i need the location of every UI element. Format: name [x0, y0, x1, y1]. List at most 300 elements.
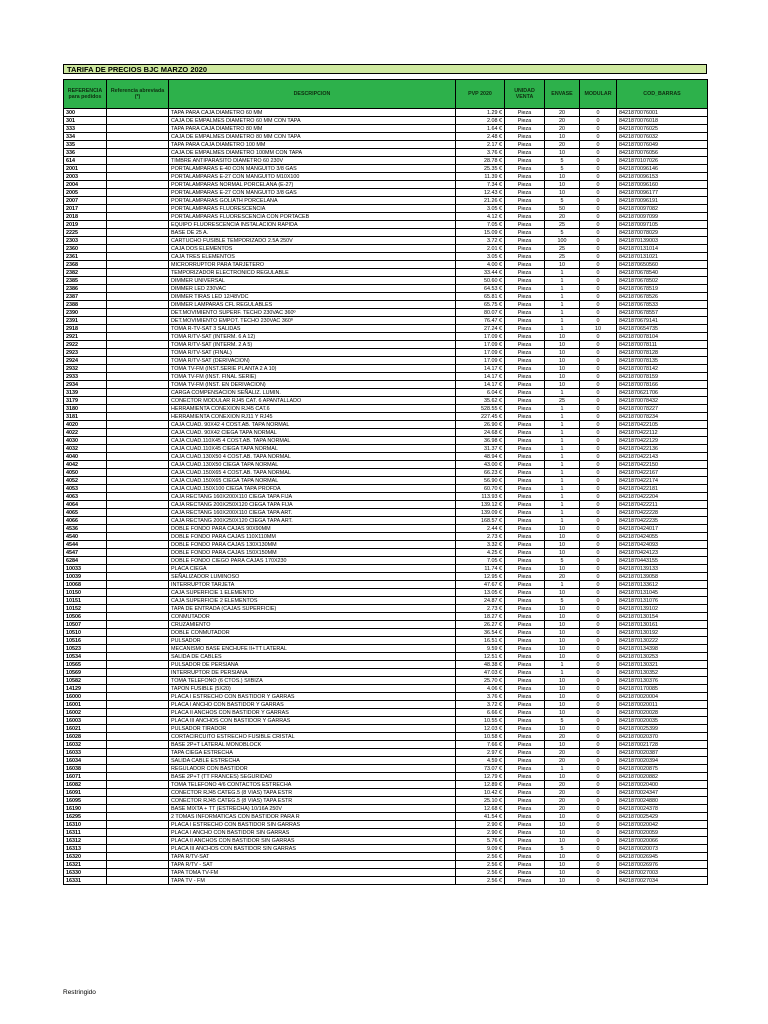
- cell-modular: 0: [580, 821, 617, 829]
- cell-ref-abreviada: [107, 309, 169, 317]
- cell-referencia: 16091: [64, 789, 107, 797]
- cell-modular: 0: [580, 661, 617, 669]
- cell-referencia: 10510: [64, 629, 107, 637]
- cell-pvp: 10.55 €: [456, 717, 505, 725]
- cell-descripcion: CAJA TRES ELEMENTOS: [169, 253, 456, 261]
- cell-pvp: 10.42 €: [456, 789, 505, 797]
- cell-referencia: 2924: [64, 357, 107, 365]
- cell-pvp: 3.05 €: [456, 253, 505, 261]
- cell-envase: 10: [545, 541, 580, 549]
- cell-cod-barras: 8421870130321: [617, 661, 708, 669]
- cell-descripcion: SEÑALIZADOR LUMINOSO: [169, 573, 456, 581]
- cell-descripcion: CAJA CUAD.130X50 4 COST.AB. TAPA NORMAL: [169, 453, 456, 461]
- cell-unidad: Pieza: [505, 549, 545, 557]
- cell-envase: 1: [545, 669, 580, 677]
- cell-referencia: 4030: [64, 437, 107, 445]
- cell-cod-barras: 8421870076025: [617, 125, 708, 133]
- cell-cod-barras: 8421870422129: [617, 437, 708, 445]
- cell-pvp: 47.03 €: [456, 669, 505, 677]
- cell-pvp: 11.74 €: [456, 565, 505, 573]
- cell-envase: 10: [545, 605, 580, 613]
- cell-unidad: Pieza: [505, 197, 545, 205]
- cell-pvp: 33.44 €: [456, 269, 505, 277]
- cell-unidad: Pieza: [505, 405, 545, 413]
- cell-pvp: 113.93 €: [456, 493, 505, 501]
- table-row: [64, 125, 708, 133]
- cell-cod-barras: 8421870130253: [617, 653, 708, 661]
- cell-referencia: 4040: [64, 453, 107, 461]
- cell-ref-abreviada: [107, 493, 169, 501]
- cell-modular: 0: [580, 597, 617, 605]
- cell-unidad: Pieza: [505, 181, 545, 189]
- cell-referencia: 16320: [64, 853, 107, 861]
- cell-pvp: 227.45 €: [456, 413, 505, 421]
- cell-envase: 10: [545, 821, 580, 829]
- cell-pvp: 25.70 €: [456, 677, 505, 685]
- cell-referencia: 10150: [64, 589, 107, 597]
- table-row: [64, 461, 708, 469]
- cell-pvp: 1.64 €: [456, 125, 505, 133]
- cell-modular: 0: [580, 461, 617, 469]
- cell-envase: 10: [545, 333, 580, 341]
- cell-unidad: Pieza: [505, 765, 545, 773]
- cell-referencia: 16311: [64, 829, 107, 837]
- cell-unidad: Pieza: [505, 509, 545, 517]
- cell-ref-abreviada: [107, 877, 169, 885]
- cell-referencia: 16321: [64, 861, 107, 869]
- cell-ref-abreviada: [107, 573, 169, 581]
- cell-ref-abreviada: [107, 677, 169, 685]
- cell-referencia: 10507: [64, 621, 107, 629]
- cell-envase: 50: [545, 205, 580, 213]
- cell-modular: 0: [580, 373, 617, 381]
- table-row: [64, 749, 708, 757]
- cell-unidad: Pieza: [505, 733, 545, 741]
- table-row: [64, 813, 708, 821]
- cell-envase: 1: [545, 413, 580, 421]
- cell-referencia: 4544: [64, 541, 107, 549]
- cell-unidad: Pieza: [505, 445, 545, 453]
- cell-descripcion: TAPON FUSIBLE (5X20): [169, 685, 456, 693]
- cell-envase: 1: [545, 485, 580, 493]
- cell-envase: 10: [545, 181, 580, 189]
- cell-pvp: 35.62 €: [456, 397, 505, 405]
- cell-modular: 0: [580, 829, 617, 837]
- cell-ref-abreviada: [107, 741, 169, 749]
- cell-pvp: 2.56 €: [456, 853, 505, 861]
- cell-referencia: 2001: [64, 165, 107, 173]
- cell-ref-abreviada: [107, 605, 169, 613]
- header-envase: ENVASE: [545, 80, 580, 109]
- cell-ref-abreviada: [107, 173, 169, 181]
- cell-envase: 10: [545, 173, 580, 181]
- cell-pvp: 18.27 €: [456, 613, 505, 621]
- cell-ref-abreviada: [107, 821, 169, 829]
- cell-pvp: 26.27 €: [456, 621, 505, 629]
- cell-ref-abreviada: [107, 365, 169, 373]
- cell-unidad: Pieza: [505, 349, 545, 357]
- cell-modular: 0: [580, 445, 617, 453]
- cell-pvp: 64.53 €: [456, 285, 505, 293]
- cell-ref-abreviada: [107, 349, 169, 357]
- cell-unidad: Pieza: [505, 565, 545, 573]
- cell-descripcion: CARTUCHO FUSIBLE TEMPORIZADO 2.5A 250V: [169, 237, 456, 245]
- cell-pvp: 7.34 €: [456, 181, 505, 189]
- cell-cod-barras: 8421870026976: [617, 861, 708, 869]
- cell-envase: 10: [545, 741, 580, 749]
- cell-pvp: 50.60 €: [456, 277, 505, 285]
- cell-ref-abreviada: [107, 141, 169, 149]
- cell-modular: 0: [580, 149, 617, 157]
- cell-envase: 10: [545, 613, 580, 621]
- cell-referencia: 2017: [64, 205, 107, 213]
- cell-modular: 0: [580, 773, 617, 781]
- cell-referencia: 16313: [64, 845, 107, 853]
- cell-envase: 10: [545, 629, 580, 637]
- cell-ref-abreviada: [107, 773, 169, 781]
- cell-modular: 0: [580, 533, 617, 541]
- cell-unidad: Pieza: [505, 877, 545, 885]
- cell-envase: 20: [545, 805, 580, 813]
- cell-referencia: 10068: [64, 581, 107, 589]
- cell-envase: 10: [545, 637, 580, 645]
- cell-cod-barras: 8421870076018: [617, 117, 708, 125]
- cell-cod-barras: 8421870020387: [617, 749, 708, 757]
- table-row: [64, 157, 708, 165]
- cell-descripcion: PLACA III ANCHOS CON BASTIDOR Y GARRAS: [169, 717, 456, 725]
- cell-referencia: 3181: [64, 413, 107, 421]
- cell-envase: 5: [545, 229, 580, 237]
- cell-descripcion: PLACA II ANCHOS CON BASTIDOR SIN GARRAS: [169, 837, 456, 845]
- cell-referencia: 10151: [64, 597, 107, 605]
- cell-unidad: Pieza: [505, 645, 545, 653]
- cell-cod-barras: 8421870020011: [617, 701, 708, 709]
- table-row: [64, 477, 708, 485]
- cell-descripcion: DOBLE FONDO PARA CAJAS 90X90MM: [169, 525, 456, 533]
- cell-referencia: 16082: [64, 781, 107, 789]
- cell-unidad: Pieza: [505, 493, 545, 501]
- cell-unidad: Pieza: [505, 581, 545, 589]
- cell-cod-barras: 8421870139058: [617, 573, 708, 581]
- cell-envase: 1: [545, 437, 580, 445]
- cell-unidad: Pieza: [505, 205, 545, 213]
- table-row: [64, 605, 708, 613]
- cell-envase: 1: [545, 765, 580, 773]
- cell-descripcion: PLACA I ESTRECHO CON BASTIDOR SIN GARRAS: [169, 821, 456, 829]
- cell-referencia: 2933: [64, 373, 107, 381]
- cell-cod-barras: 8421870096146: [617, 165, 708, 173]
- table-row: [64, 453, 708, 461]
- cell-ref-abreviada: [107, 133, 169, 141]
- cell-unidad: Pieza: [505, 717, 545, 725]
- cell-envase: 1: [545, 389, 580, 397]
- cell-cod-barras: 8421870422181: [617, 485, 708, 493]
- table-row: [64, 309, 708, 317]
- table-row: [64, 501, 708, 509]
- cell-referencia: 16331: [64, 877, 107, 885]
- cell-referencia: 10033: [64, 565, 107, 573]
- cell-modular: 0: [580, 437, 617, 445]
- cell-descripcion: TOMA TV-FM (INST. EN DERIVACION): [169, 381, 456, 389]
- cell-referencia: 16310: [64, 821, 107, 829]
- table-row: [64, 301, 708, 309]
- cell-ref-abreviada: [107, 269, 169, 277]
- cell-envase: 1: [545, 269, 580, 277]
- cell-pvp: 21.26 €: [456, 197, 505, 205]
- cell-cod-barras: 8421870424123: [617, 549, 708, 557]
- cell-modular: 0: [580, 749, 617, 757]
- cell-referencia: 300: [64, 109, 107, 117]
- cell-descripcion: BASE 2P+T (TT FRANCES) SEGURIDAD: [169, 773, 456, 781]
- cell-unidad: Pieza: [505, 189, 545, 197]
- cell-envase: 20: [545, 141, 580, 149]
- cell-cod-barras: 8421870026945: [617, 853, 708, 861]
- cell-unidad: Pieza: [505, 397, 545, 405]
- table-row: [64, 437, 708, 445]
- table-row: [64, 133, 708, 141]
- cell-pvp: 17.09 €: [456, 357, 505, 365]
- cell-referencia: 16000: [64, 693, 107, 701]
- cell-descripcion: CAJA CUAD.150X65 4 COST.AB. TAPA NORMAL: [169, 469, 456, 477]
- cell-descripcion: TAPA R/TV-SAT: [169, 853, 456, 861]
- cell-envase: 10: [545, 533, 580, 541]
- cell-referencia: 2390: [64, 309, 107, 317]
- cell-ref-abreviada: [107, 221, 169, 229]
- cell-envase: 10: [545, 861, 580, 869]
- cell-cod-barras: 8421870422136: [617, 445, 708, 453]
- cell-envase: 5: [545, 557, 580, 565]
- cell-cod-barras: 8421870678502: [617, 277, 708, 285]
- cell-referencia: 6284: [64, 557, 107, 565]
- cell-pvp: 36.54 €: [456, 629, 505, 637]
- cell-cod-barras: 8421870654735: [617, 325, 708, 333]
- table-row: [64, 221, 708, 229]
- cell-cod-barras: 8421870076056: [617, 149, 708, 157]
- cell-ref-abreviada: [107, 517, 169, 525]
- cell-referencia: 2005: [64, 189, 107, 197]
- cell-referencia: 2385: [64, 277, 107, 285]
- cell-ref-abreviada: [107, 341, 169, 349]
- cell-unidad: Pieza: [505, 837, 545, 845]
- cell-ref-abreviada: [107, 381, 169, 389]
- cell-descripcion: DET.MOVIMIENTO EMPOT. TECHO 230VAC 360º: [169, 317, 456, 325]
- cell-unidad: Pieza: [505, 605, 545, 613]
- cell-unidad: Pieza: [505, 869, 545, 877]
- cell-unidad: Pieza: [505, 781, 545, 789]
- cell-envase: 1: [545, 477, 580, 485]
- cell-envase: 20: [545, 117, 580, 125]
- cell-ref-abreviada: [107, 733, 169, 741]
- cell-unidad: Pieza: [505, 285, 545, 293]
- cell-ref-abreviada: [107, 613, 169, 621]
- cell-pvp: 9.59 €: [456, 645, 505, 653]
- table-row: [64, 669, 708, 677]
- cell-modular: 0: [580, 621, 617, 629]
- cell-referencia: 16032: [64, 741, 107, 749]
- cell-referencia: 10523: [64, 645, 107, 653]
- table-row: [64, 509, 708, 517]
- cell-ref-abreviada: [107, 293, 169, 301]
- cell-pvp: 11.39 €: [456, 173, 505, 181]
- cell-modular: 0: [580, 853, 617, 861]
- cell-modular: 0: [580, 685, 617, 693]
- cell-modular: 0: [580, 349, 617, 357]
- cell-cod-barras: 8421870424055: [617, 533, 708, 541]
- cell-envase: 10: [545, 349, 580, 357]
- cell-ref-abreviada: [107, 469, 169, 477]
- cell-descripcion: CAJA CUAD.150X100 CIEGA TAPA PROFDA: [169, 485, 456, 493]
- cell-pvp: 16.51 €: [456, 637, 505, 645]
- cell-modular: 0: [580, 469, 617, 477]
- cell-descripcion: CAJA SUPERFICIE 1 ELEMENTO: [169, 589, 456, 597]
- table-header: [64, 80, 708, 109]
- cell-envase: 1: [545, 509, 580, 517]
- cell-ref-abreviada: [107, 205, 169, 213]
- cell-envase: 20: [545, 789, 580, 797]
- cell-modular: 0: [580, 205, 617, 213]
- cell-ref-abreviada: [107, 477, 169, 485]
- cell-cod-barras: 8421870621706: [617, 389, 708, 397]
- cell-pvp: 47.67 €: [456, 581, 505, 589]
- cell-modular: 0: [580, 765, 617, 773]
- cell-unidad: Pieza: [505, 165, 545, 173]
- cell-envase: 10: [545, 725, 580, 733]
- table-row: [64, 701, 708, 709]
- table-row: [64, 493, 708, 501]
- cell-ref-abreviada: [107, 837, 169, 845]
- cell-unidad: Pieza: [505, 237, 545, 245]
- header-referencia: REFERENCIA para pedidos: [64, 80, 107, 109]
- cell-cod-barras: 8421870025399: [617, 725, 708, 733]
- cell-descripcion: DOBLE FONDO CIEGO PARA CAJAS 170X230: [169, 557, 456, 565]
- cell-descripcion: PORTALAMPARAS GOLIATH PORCELANA: [169, 197, 456, 205]
- cell-ref-abreviada: [107, 757, 169, 765]
- cell-envase: 10: [545, 677, 580, 685]
- cell-modular: 0: [580, 837, 617, 845]
- cell-cod-barras: 8421870130161: [617, 621, 708, 629]
- cell-pvp: 7.05 €: [456, 221, 505, 229]
- table-row: [64, 141, 708, 149]
- cell-descripcion: DIMMER LAMPARAS CFL REGULABLES: [169, 301, 456, 309]
- cell-ref-abreviada: [107, 589, 169, 597]
- cell-referencia: 301: [64, 117, 107, 125]
- cell-referencia: 10534: [64, 653, 107, 661]
- cell-ref-abreviada: [107, 501, 169, 509]
- table-row: [64, 237, 708, 245]
- cell-pvp: 12.95 €: [456, 573, 505, 581]
- cell-pvp: 14.17 €: [456, 365, 505, 373]
- cell-referencia: 2388: [64, 301, 107, 309]
- cell-modular: 0: [580, 157, 617, 165]
- table-row: [64, 389, 708, 397]
- cell-envase: 5: [545, 717, 580, 725]
- cell-descripcion: PLACA CIEGA: [169, 565, 456, 573]
- cell-modular: 0: [580, 509, 617, 517]
- cell-cod-barras: 8421870096177: [617, 189, 708, 197]
- document-title: TARIFA DE PRECIOS BJC MARZO 2020: [63, 64, 707, 74]
- cell-pvp: 76.47 €: [456, 317, 505, 325]
- cell-modular: 0: [580, 293, 617, 301]
- cell-modular: 0: [580, 429, 617, 437]
- cell-pvp: 6.66 €: [456, 709, 505, 717]
- cell-pvp: 60.70 €: [456, 485, 505, 493]
- cell-descripcion: CONECTOR RJ45 CATEG.5 (8 VIAS) TAPA ESTR: [169, 797, 456, 805]
- cell-descripcion: CAJA RECTANG 160X200X110 CIEGA TAPA ART.: [169, 509, 456, 517]
- cell-referencia: 335: [64, 141, 107, 149]
- cell-pvp: 48.94 €: [456, 453, 505, 461]
- cell-referencia: 336: [64, 149, 107, 157]
- cell-ref-abreviada: [107, 709, 169, 717]
- cell-descripcion: BASE MIXTA + TT (ESTRECHA) 10/16A 250V: [169, 805, 456, 813]
- cell-envase: 1: [545, 405, 580, 413]
- cell-pvp: 2.01 €: [456, 245, 505, 253]
- cell-referencia: 3139: [64, 389, 107, 397]
- cell-ref-abreviada: [107, 581, 169, 589]
- cell-cod-barras: 8421870130222: [617, 637, 708, 645]
- cell-pvp: 14.17 €: [456, 381, 505, 389]
- cell-modular: 0: [580, 589, 617, 597]
- cell-cod-barras: 8421870139102: [617, 605, 708, 613]
- cell-cod-barras: 8421870020066: [617, 837, 708, 845]
- cell-pvp: 17.09 €: [456, 333, 505, 341]
- table-row: [64, 253, 708, 261]
- cell-modular: 0: [580, 637, 617, 645]
- table-row: [64, 845, 708, 853]
- cell-modular: 0: [580, 557, 617, 565]
- cell-descripcion: DOBLE CONMUTADOR: [169, 629, 456, 637]
- cell-descripcion: TOMA R/TV-SAT (INTERM. 2 A 5): [169, 341, 456, 349]
- cell-ref-abreviada: [107, 117, 169, 125]
- cell-envase: 10: [545, 589, 580, 597]
- cell-pvp: 4.59 €: [456, 757, 505, 765]
- cell-pvp: 12.43 €: [456, 189, 505, 197]
- cell-ref-abreviada: [107, 125, 169, 133]
- cell-pvp: 26.90 €: [456, 421, 505, 429]
- cell-pvp: 12.89 €: [456, 781, 505, 789]
- cell-referencia: 2361: [64, 253, 107, 261]
- cell-unidad: Pieza: [505, 741, 545, 749]
- cell-ref-abreviada: [107, 653, 169, 661]
- table-row: [64, 525, 708, 533]
- cell-descripcion: BASE DE 25 A.: [169, 229, 456, 237]
- cell-ref-abreviada: [107, 357, 169, 365]
- header-pvp: PVP 2020: [456, 80, 505, 109]
- cell-envase: 25: [545, 397, 580, 405]
- cell-unidad: Pieza: [505, 501, 545, 509]
- cell-descripcion: PORTALAMPARAS FLUORESCENCIA: [169, 205, 456, 213]
- cell-unidad: Pieza: [505, 213, 545, 221]
- cell-envase: 5: [545, 597, 580, 605]
- cell-cod-barras: 8421870678557: [617, 309, 708, 317]
- cell-referencia: 4032: [64, 445, 107, 453]
- cell-envase: 1: [545, 285, 580, 293]
- cell-envase: 10: [545, 685, 580, 693]
- cell-referencia: 16330: [64, 869, 107, 877]
- table-row: [64, 445, 708, 453]
- cell-cod-barras: 8421870096191: [617, 197, 708, 205]
- cell-unidad: Pieza: [505, 677, 545, 685]
- cell-cod-barras: 8421870424093: [617, 541, 708, 549]
- header-descripcion: DESCRIPCION: [169, 80, 456, 109]
- cell-unidad: Pieza: [505, 229, 545, 237]
- table-row: [64, 293, 708, 301]
- table-row: [64, 853, 708, 861]
- cell-cod-barras: 8421870024378: [617, 805, 708, 813]
- cell-pvp: 2.73 €: [456, 533, 505, 541]
- cell-ref-abreviada: [107, 461, 169, 469]
- cell-referencia: 2391: [64, 317, 107, 325]
- cell-modular: 0: [580, 125, 617, 133]
